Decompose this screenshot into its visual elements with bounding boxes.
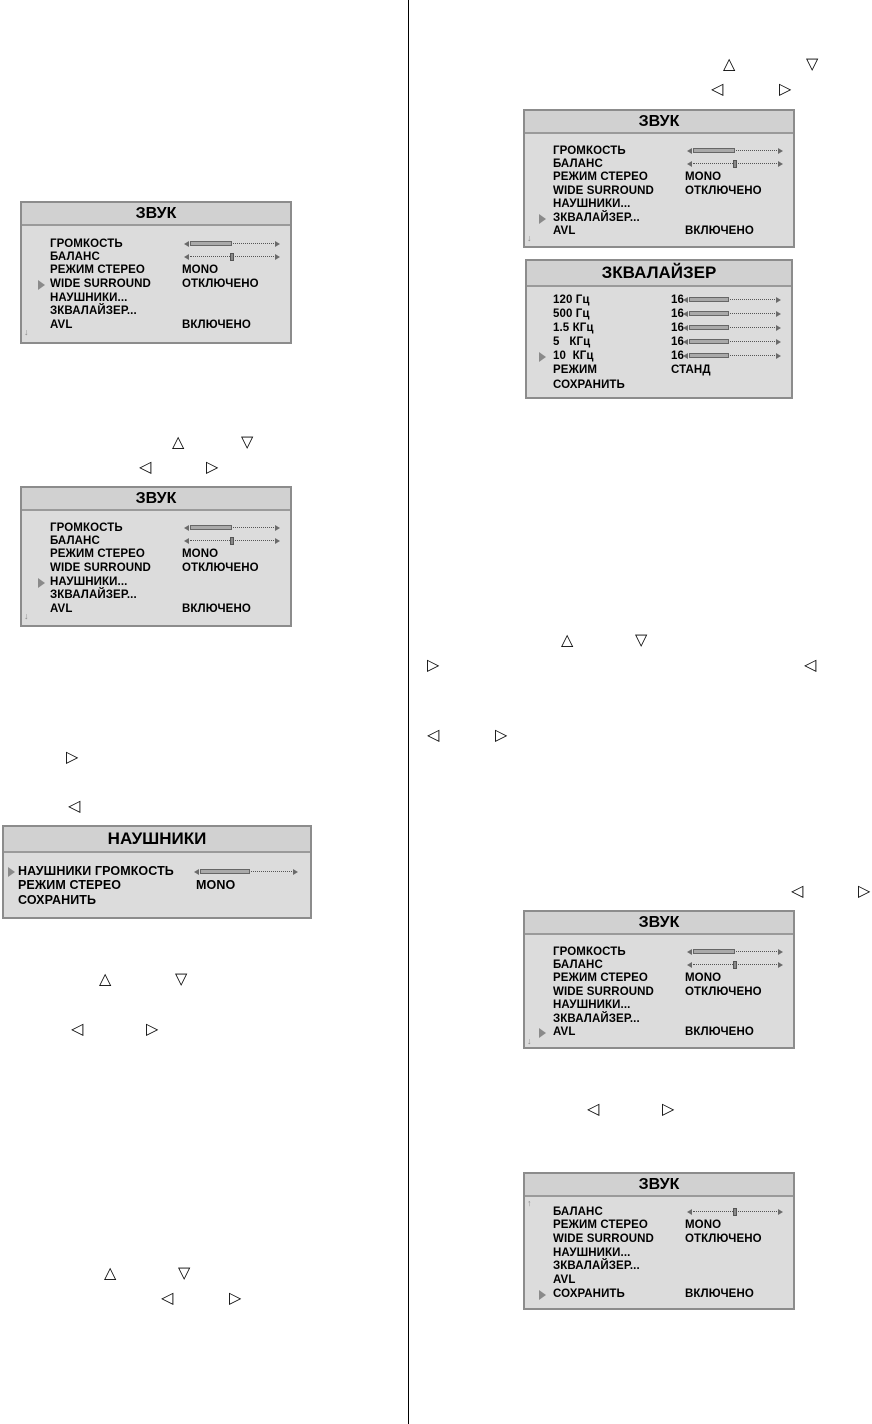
down-triangle-icon: ▽ [635, 630, 648, 649]
menu-item-headphones[interactable]: НАУШНИКИ... [553, 999, 631, 1011]
right-triangle-icon: ▷ [206, 457, 219, 476]
down-triangle-icon: ▽ [175, 969, 188, 988]
down-triangle-icon: ▽ [806, 54, 819, 73]
left-triangle-icon: ◁ [791, 881, 804, 900]
menu-item-headphones[interactable]: НАУШНИКИ... [553, 198, 631, 210]
headphones-volume-slider[interactable] [194, 868, 298, 876]
selection-arrow-icon [539, 352, 546, 362]
menu-item-volume[interactable]: ГРОМКОСТЬ [553, 946, 789, 959]
up-triangle-icon: △ [99, 969, 112, 988]
scroll-down-icon: ↓ [24, 611, 29, 621]
sound-menu-panel [523, 1172, 795, 1310]
menu-item-balance[interactable]: БАЛАНС [553, 1206, 789, 1219]
balance-slider[interactable] [687, 160, 783, 168]
menu-item-avl[interactable]: AVL ВКЛЮЧЕНО [553, 225, 754, 237]
volume-slider[interactable] [687, 147, 783, 155]
left-triangle-icon: ◁ [804, 655, 817, 674]
volume-slider[interactable] [687, 948, 783, 956]
balance-slider[interactable] [687, 961, 783, 969]
right-triangle-icon: ▷ [146, 1019, 159, 1038]
left-triangle-icon: ◁ [711, 79, 724, 98]
selection-arrow-icon [539, 214, 546, 224]
menu-item-equalizer[interactable]: ЗКВАЛАЙЗЕР... [50, 305, 137, 317]
sound-menu-title: ЗВУК [22, 488, 290, 511]
menu-item-stereo[interactable]: РЕЖИМ СТЕРЕО MONO [50, 548, 219, 560]
menu-item-balance[interactable]: БАЛАНС [553, 959, 789, 972]
menu-item-avl[interactable]: AVL ВКЛЮЧЕНО [50, 319, 251, 331]
right-triangle-icon: ▷ [229, 1288, 242, 1307]
menu-item-equalizer[interactable]: ЗКВАЛАЙЗЕР... [553, 1260, 640, 1272]
menu-item-stereo[interactable]: РЕЖИМ СТЕРЕО MONO [553, 972, 722, 984]
menu-item-headphones[interactable]: НАУШНИКИ... [50, 576, 128, 588]
column-divider [408, 0, 409, 1424]
right-triangle-icon: ▷ [858, 881, 871, 900]
menu-item-headphones-volume[interactable]: НАУШНИКИ ГРОМКОСТЬ [18, 865, 308, 878]
selection-arrow-icon [539, 1290, 546, 1300]
volume-slider[interactable] [184, 240, 280, 248]
menu-item-balance[interactable]: БАЛАНС [50, 251, 286, 264]
left-triangle-icon: ◁ [68, 796, 81, 815]
up-triangle-icon: △ [104, 1263, 117, 1282]
down-triangle-icon: ▽ [241, 432, 254, 451]
eq-band-row[interactable]: 1.5 КГц 16 [553, 322, 789, 335]
menu-item-avl[interactable]: AVL ВКЛЮЧЕНО [50, 603, 251, 615]
eq-band-slider[interactable] [683, 296, 781, 304]
sound-menu-title: ЗВУК [22, 203, 290, 226]
sound-menu-title: ЗВУК [525, 912, 793, 935]
eq-save-row[interactable]: СОХРАНИТЬ [553, 379, 625, 391]
balance-slider[interactable] [687, 1208, 783, 1216]
menu-item-wide-surround[interactable]: WIDE SURROUND ОТКЛЮЧЕНО [553, 185, 762, 197]
sound-menu-panel [20, 201, 292, 344]
eq-mode-row[interactable]: РЕЖИМ СТАНД [553, 364, 711, 376]
selection-arrow-icon [38, 280, 45, 290]
menu-item-wide-surround[interactable]: WIDE SURROUND ОТКЛЮЧЕНО [553, 986, 762, 998]
up-triangle-icon: △ [561, 630, 574, 649]
eq-band-row[interactable]: 500 Гц 16 [553, 308, 789, 321]
right-triangle-icon: ▷ [427, 655, 440, 674]
down-triangle-icon: ▽ [178, 1263, 191, 1282]
scroll-down-icon: ↓ [527, 233, 532, 243]
eq-band-row[interactable]: 5 КГц 16 [553, 336, 789, 349]
menu-item-headphones[interactable]: НАУШНИКИ... [50, 292, 128, 304]
left-triangle-icon: ◁ [587, 1099, 600, 1118]
menu-item-headphones-save[interactable]: СОХРАНИТЬ [18, 893, 97, 907]
eq-band-slider[interactable] [683, 324, 781, 332]
menu-item-avl[interactable]: AVL ВКЛЮЧЕНО [553, 1026, 754, 1038]
eq-band-row[interactable]: 10 КГц 16 [553, 350, 789, 363]
menu-item-balance[interactable]: БАЛАНС [50, 535, 286, 548]
scroll-up-icon: ↑ [527, 1198, 532, 1208]
menu-item-volume[interactable]: ГРОМКОСТЬ [553, 145, 789, 158]
menu-item-wide-surround[interactable]: WIDE SURROUND ОТКЛЮЧЕНО [50, 278, 259, 290]
eq-band-slider[interactable] [683, 310, 781, 318]
menu-item-volume[interactable]: ГРОМКОСТЬ [50, 238, 286, 251]
eq-band-slider[interactable] [683, 352, 781, 360]
menu-item-volume[interactable]: ГРОМКОСТЬ [50, 522, 286, 535]
scroll-down-icon: ↓ [527, 1036, 532, 1046]
eq-band-row[interactable]: 120 Гц 16 [553, 294, 789, 307]
up-triangle-icon: △ [172, 432, 185, 451]
left-triangle-icon: ◁ [161, 1288, 174, 1307]
sound-menu-panel [523, 910, 795, 1049]
menu-item-stereo[interactable]: РЕЖИМ СТЕРЕО MONO [50, 264, 219, 276]
right-triangle-icon: ▷ [66, 747, 79, 766]
selection-arrow-icon [539, 1028, 546, 1038]
volume-slider[interactable] [184, 524, 280, 532]
left-triangle-icon: ◁ [139, 457, 152, 476]
right-triangle-icon: ▷ [662, 1099, 675, 1118]
menu-item-equalizer[interactable]: ЗКВАЛАЙЗЕР... [553, 212, 640, 224]
menu-item-equalizer[interactable]: ЗКВАЛАЙЗЕР... [553, 1013, 640, 1025]
headphones-menu-title: НАУШНИКИ [4, 827, 310, 853]
left-triangle-icon: ◁ [427, 725, 440, 744]
menu-item-stereo[interactable]: РЕЖИМ СТЕРЕО MONO [553, 1219, 722, 1231]
menu-item-headphones-stereo[interactable]: РЕЖИМ СТЕРЕО MONO [18, 878, 236, 892]
sound-menu-panel [523, 109, 795, 248]
sound-menu-title: ЗВУК [525, 1174, 793, 1197]
menu-item-balance[interactable]: БАЛАНС [553, 158, 789, 171]
menu-item-avl[interactable]: AVL [553, 1274, 576, 1286]
eq-band-slider[interactable] [683, 338, 781, 346]
equalizer-menu-panel [525, 259, 793, 399]
selection-arrow-icon [38, 578, 45, 588]
menu-item-headphones[interactable]: НАУШНИКИ... [553, 1247, 631, 1259]
menu-item-stereo[interactable]: РЕЖИМ СТЕРЕО MONO [553, 171, 722, 183]
sound-menu-title: ЗВУК [525, 111, 793, 134]
sound-menu-panel [20, 486, 292, 627]
up-triangle-icon: △ [723, 54, 736, 73]
menu-item-equalizer[interactable]: ЗКВАЛАЙЗЕР... [50, 589, 137, 601]
menu-item-wide-surround[interactable]: WIDE SURROUND ОТКЛЮЧЕНО [50, 562, 259, 574]
menu-item-wide-surround[interactable]: WIDE SURROUND ОТКЛЮЧЕНО [553, 1233, 762, 1245]
left-triangle-icon: ◁ [71, 1019, 84, 1038]
right-triangle-icon: ▷ [495, 725, 508, 744]
scroll-down-icon: ↓ [24, 327, 29, 337]
balance-slider[interactable] [184, 537, 280, 545]
right-triangle-icon: ▷ [779, 79, 792, 98]
equalizer-menu-title: ЗКВАЛАЙЗЕР [527, 261, 791, 287]
headphones-menu-panel [2, 825, 312, 919]
selection-arrow-icon [8, 867, 15, 877]
menu-item-save[interactable]: СОХРАНИТЬ ВКЛЮЧЕНО [553, 1288, 754, 1300]
balance-slider[interactable] [184, 253, 280, 261]
